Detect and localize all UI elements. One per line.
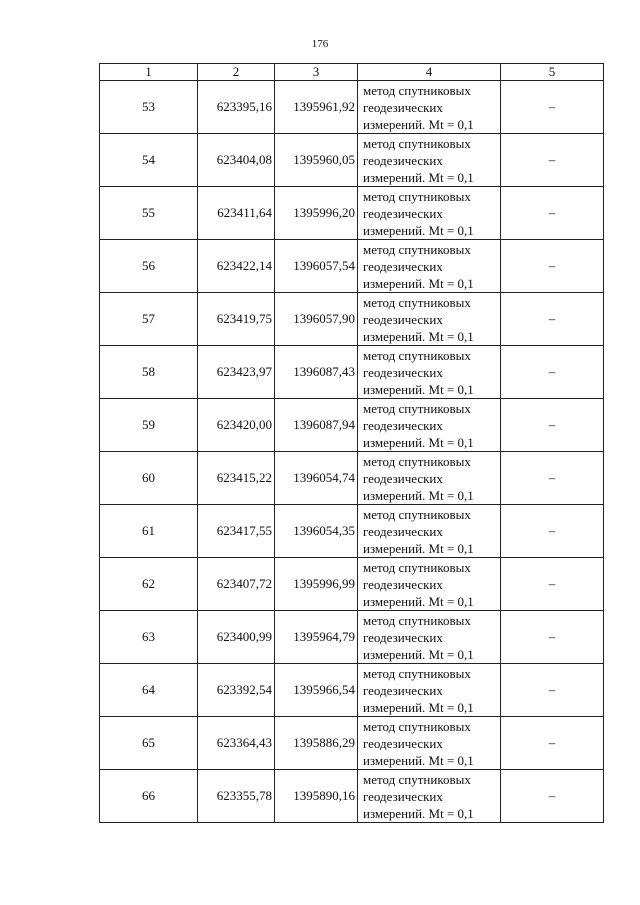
method-cell xyxy=(358,187,501,240)
table-row xyxy=(100,770,604,823)
method-text-line: геодезических xyxy=(363,682,443,698)
header-col-5: 5 xyxy=(501,64,604,81)
note-cell xyxy=(501,81,604,134)
note-dash: – xyxy=(548,311,556,326)
method-text-line: метод спутниковых xyxy=(363,347,471,363)
coordinate-x-cell: 623400,99 xyxy=(198,611,275,664)
method-text-line: измерений. Mt = 0,1 xyxy=(363,752,474,768)
note-cell xyxy=(501,558,604,611)
method-text-line: метод спутниковых xyxy=(363,135,471,151)
point-number-cell: 66 xyxy=(100,770,198,823)
method-cell xyxy=(358,452,501,505)
table-row xyxy=(100,611,604,664)
method-text-line: геодезических xyxy=(363,258,443,274)
header-col-3: 3 xyxy=(275,64,358,81)
table-row xyxy=(100,81,604,134)
coordinate-y-cell: 1396087,94 xyxy=(275,399,358,452)
coordinate-x-cell: 623364,43 xyxy=(198,717,275,770)
table-row xyxy=(100,717,604,770)
note-dash: – xyxy=(548,99,556,114)
method-text-line: геодезических xyxy=(363,735,443,751)
point-number-cell: 64 xyxy=(100,664,198,717)
method-cell xyxy=(358,81,501,134)
method-text-line: геодезических xyxy=(363,364,443,380)
point-number-cell: 65 xyxy=(100,717,198,770)
table-row xyxy=(100,558,604,611)
method-text-line: геодезических xyxy=(363,99,443,115)
note-cell xyxy=(501,664,604,717)
method-text-line: метод спутниковых xyxy=(363,771,471,787)
point-number-cell: 58 xyxy=(100,346,198,399)
table-row xyxy=(100,134,604,187)
point-number-cell: 56 xyxy=(100,240,198,293)
coordinate-x-cell: 623419,75 xyxy=(198,293,275,346)
method-text-line: метод спутниковых xyxy=(363,559,471,575)
method-cell xyxy=(358,399,501,452)
coordinate-x-cell: 623407,72 xyxy=(198,558,275,611)
coordinate-y-cell: 1396054,35 xyxy=(275,505,358,558)
table-header xyxy=(100,64,604,81)
method-text-line: метод спутниковых xyxy=(363,82,471,98)
method-text-line: метод спутниковых xyxy=(363,241,471,257)
method-text-line: геодезических xyxy=(363,788,443,804)
coordinate-y-cell: 1395996,20 xyxy=(275,187,358,240)
note-cell xyxy=(501,505,604,558)
method-cell xyxy=(358,770,501,823)
point-number-cell: 60 xyxy=(100,452,198,505)
note-cell xyxy=(501,611,604,664)
method-text-line: метод спутниковых xyxy=(363,718,471,734)
method-text-line: измерений. Mt = 0,1 xyxy=(363,646,474,662)
table-row xyxy=(100,293,604,346)
table-row xyxy=(100,240,604,293)
coordinate-y-cell: 1396087,43 xyxy=(275,346,358,399)
method-cell xyxy=(358,558,501,611)
note-dash: – xyxy=(548,258,556,273)
header-row xyxy=(100,64,604,81)
method-text-line: измерений. Mt = 0,1 xyxy=(363,169,474,185)
method-text-line: измерений. Mt = 0,1 xyxy=(363,593,474,609)
note-dash: – xyxy=(548,576,556,591)
method-text-line: геодезических xyxy=(363,629,443,645)
note-dash: – xyxy=(548,629,556,644)
point-number-cell: 55 xyxy=(100,187,198,240)
coordinate-y-cell: 1396057,90 xyxy=(275,293,358,346)
method-text-line: геодезических xyxy=(363,152,443,168)
method-text-line: измерений. Mt = 0,1 xyxy=(363,222,474,238)
method-cell xyxy=(358,240,501,293)
method-text-line: метод спутниковых xyxy=(363,188,471,204)
coordinate-x-cell: 623417,55 xyxy=(198,505,275,558)
coordinate-x-cell: 623415,22 xyxy=(198,452,275,505)
coordinate-y-cell: 1396054,74 xyxy=(275,452,358,505)
coordinate-y-cell: 1395890,16 xyxy=(275,770,358,823)
method-text-line: измерений. Mt = 0,1 xyxy=(363,275,474,291)
method-text-line: метод спутниковых xyxy=(363,665,471,681)
method-cell xyxy=(358,293,501,346)
method-cell xyxy=(358,611,501,664)
method-text-line: измерений. Mt = 0,1 xyxy=(363,805,474,821)
point-number-cell: 53 xyxy=(100,81,198,134)
method-text-line: геодезических xyxy=(363,311,443,327)
table-row xyxy=(100,187,604,240)
method-text-line: измерений. Mt = 0,1 xyxy=(363,381,474,397)
coordinate-x-cell: 623395,16 xyxy=(198,81,275,134)
method-text-line: геодезических xyxy=(363,417,443,433)
note-dash: – xyxy=(548,523,556,538)
header-col-4: 4 xyxy=(358,64,501,81)
method-text-line: геодезических xyxy=(363,523,443,539)
note-dash: – xyxy=(548,417,556,432)
coordinate-y-cell: 1395964,79 xyxy=(275,611,358,664)
note-cell xyxy=(501,134,604,187)
page-number: 176 xyxy=(311,38,329,50)
method-cell xyxy=(358,134,501,187)
note-dash: – xyxy=(548,205,556,220)
coordinate-x-cell: 623423,97 xyxy=(198,346,275,399)
method-text-line: измерений. Mt = 0,1 xyxy=(363,699,474,715)
method-text-line: измерений. Mt = 0,1 xyxy=(363,487,474,503)
table-row xyxy=(100,399,604,452)
header-col-1: 1 xyxy=(100,64,198,81)
header-col-2: 2 xyxy=(198,64,275,81)
note-dash: – xyxy=(548,682,556,697)
coordinate-x-cell: 623355,78 xyxy=(198,770,275,823)
note-cell xyxy=(501,187,604,240)
method-text-line: геодезических xyxy=(363,470,443,486)
coordinate-y-cell: 1395886,29 xyxy=(275,717,358,770)
coordinate-y-cell: 1396057,54 xyxy=(275,240,358,293)
note-dash: – xyxy=(548,788,556,803)
table-row xyxy=(100,346,604,399)
note-cell xyxy=(501,452,604,505)
coordinate-x-cell: 623422,14 xyxy=(198,240,275,293)
method-text-line: измерений. Mt = 0,1 xyxy=(363,116,474,132)
coordinate-y-cell: 1395960,05 xyxy=(275,134,358,187)
note-cell xyxy=(501,240,604,293)
coordinates-table xyxy=(99,63,604,823)
method-text-line: измерений. Mt = 0,1 xyxy=(363,540,474,556)
coordinate-x-cell: 623411,64 xyxy=(198,187,275,240)
coordinate-y-cell: 1395966,54 xyxy=(275,664,358,717)
method-text-line: геодезических xyxy=(363,576,443,592)
point-number-cell: 62 xyxy=(100,558,198,611)
method-text-line: метод спутниковых xyxy=(363,612,471,628)
method-text-line: метод спутниковых xyxy=(363,400,471,416)
table-row xyxy=(100,505,604,558)
table-row xyxy=(100,452,604,505)
table-row xyxy=(100,664,604,717)
note-dash: – xyxy=(548,152,556,167)
point-number-cell: 59 xyxy=(100,399,198,452)
point-number-cell: 54 xyxy=(100,134,198,187)
note-dash: – xyxy=(548,470,556,485)
method-text-line: метод спутниковых xyxy=(363,453,471,469)
note-cell xyxy=(501,293,604,346)
note-cell xyxy=(501,717,604,770)
note-cell xyxy=(501,399,604,452)
method-text-line: метод спутниковых xyxy=(363,506,471,522)
point-number-cell: 63 xyxy=(100,611,198,664)
coordinate-y-cell: 1395961,92 xyxy=(275,81,358,134)
note-dash: – xyxy=(548,364,556,379)
note-cell xyxy=(501,770,604,823)
coordinate-y-cell: 1395996,99 xyxy=(275,558,358,611)
point-number-cell: 61 xyxy=(100,505,198,558)
method-cell xyxy=(358,505,501,558)
coordinate-x-cell: 623392,54 xyxy=(198,664,275,717)
point-number-cell: 57 xyxy=(100,293,198,346)
method-cell xyxy=(358,717,501,770)
coordinate-x-cell: 623404,08 xyxy=(198,134,275,187)
method-text-line: измерений. Mt = 0,1 xyxy=(363,434,474,450)
method-text-line: геодезических xyxy=(363,205,443,221)
method-text-line: измерений. Mt = 0,1 xyxy=(363,328,474,344)
method-text-line: метод спутниковых xyxy=(363,294,471,310)
method-cell xyxy=(358,346,501,399)
table-body xyxy=(100,81,604,823)
method-cell xyxy=(358,664,501,717)
note-dash: – xyxy=(548,735,556,750)
coordinate-x-cell: 623420,00 xyxy=(198,399,275,452)
note-cell xyxy=(501,346,604,399)
